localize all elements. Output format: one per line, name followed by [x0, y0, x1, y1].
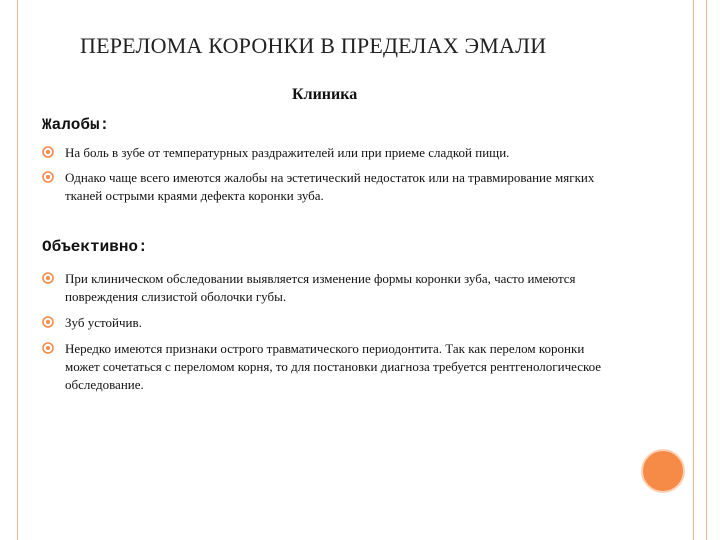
list-item — [42, 169, 602, 205]
list-item-text: Нередко имеются признаки острого травматического периодонтита. Так как перелом коронки может сочетаться с переломом корня, то для постановки диагноза требуется рентгенологическое обследование. — [65, 341, 602, 392]
list-item-text: При клиническом обследовании выявляется изменение формы коронки зуба, часто имеются повреждения слизистой оболочки губы. — [65, 271, 576, 304]
slide-subtitle: Клиника — [292, 86, 358, 103]
objective-list — [42, 270, 602, 394]
section-heading-objective: Объективно: — [42, 238, 148, 256]
slide-title: ПЕРЕЛОМА КОРОНКИ В ПРЕДЕЛАХ ЭМАЛИ — [80, 33, 547, 58]
list-item — [42, 270, 602, 306]
frame-line-left — [17, 0, 18, 540]
section-heading-complaints: Жалобы: — [42, 116, 110, 134]
bullet-icon — [42, 146, 54, 158]
bullet-icon — [42, 316, 54, 328]
list-item-text: Зуб устойчив. — [65, 315, 142, 330]
bullet-icon — [42, 342, 54, 354]
bullet-icon — [42, 171, 54, 183]
decorative-circle — [641, 449, 685, 493]
list-item — [42, 340, 602, 394]
frame-line-right-inner — [706, 0, 707, 540]
list-item — [42, 144, 602, 162]
complaints-list — [42, 144, 602, 205]
list-item-text: Однако чаще всего имеются жалобы на эстетический недостаток или на травмирование мягких тканей острыми краями дефекта коронки зуба. — [65, 170, 595, 203]
frame-line-right-outer — [693, 0, 694, 540]
bullet-icon — [42, 272, 54, 284]
list-item — [42, 314, 602, 332]
list-item-text: На боль в зубе от температурных раздражителей или при приеме сладкой пищи. — [65, 145, 510, 160]
